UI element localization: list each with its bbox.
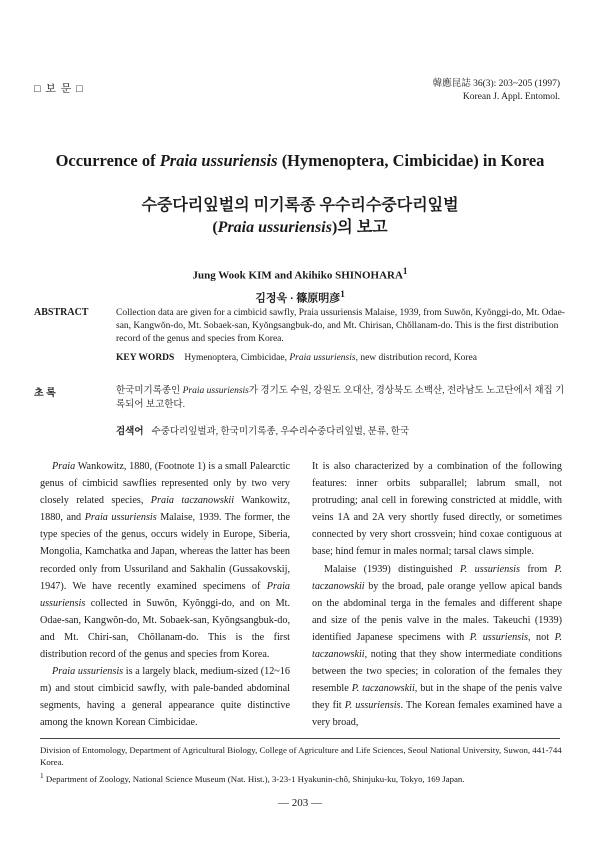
paragraph: Malaise (1939) distinguished P. ussuriensis from P. taczanowskii by the broad, pale orange yellow apical bands on the abdominal terga in the females and different shape and size of the penis valve in the males. Takeuchi (1939) identified Japanese specimens with P. ussuriensis, not P. taczanowskii, noting that they show intermediate conditions between the two species; in coloration of the females they resemble P. taczanowskii, but in the shape of the penis valve they fit P. ussuriensis. The Korean females examined have a very broad, [312,563,563,729]
paper-title: Occurrence of Praia ussuriensis (Hymenoptera, Cimbicidae) in Korea [55,151,545,170]
authors-korean: 김정욱 · 篠原明彦$^1$ [255,288,345,305]
section-label: □ 보 문 □ [34,83,84,95]
footnote-affiliation: Division of Entomology, Department of Agricultural Biology, College of Agriculture and Life Sciences, Seoul National University, Suwon, 441-744 Korea. [40,745,562,767]
korean-keywords-label: 검색어 [116,427,144,437]
citation-line: 韓應昆誌 36(3): 203~205 (1997) [432,79,560,89]
abstract-text: Collection data are given for a cimbicid sawfly, Praia ussuriensis Malaise, 1939, from Suwŏn, Kyŏnggi-do, Mt. Odae-san, Kangwŏn-do, Mt. Sobaek-san, Kyŏngsangbuk-do, and Mt. Chirisan, Chŏllanam-do. This is the first distribution record of the genus and species from Korea. [116,308,565,344]
korean-title-line2: (Praia ussuriensis)의 보고 [212,219,388,236]
authors [0,262,600,307]
page-number: — 203 — [278,797,322,809]
authors-english: Jung Wook KIM and Akihiko SHINOHARA$^1$ [192,266,408,282]
korean-title-line1: 수중다리잎벌의 미기록종 우수리수중다리잎벌 [141,197,459,214]
keywords: KEY WORDS Hymenoptera, Cimbicidae, Praia ussuriensis, new distribution record, Korea [116,353,477,363]
keywords-label: KEY WORDS [116,353,175,363]
body-column-right [312,458,562,732]
korean-abstract-label: 초 록 [34,388,56,399]
paragraph: Praia Wankowitz, 1880, (Footnote 1) is a small Palearctic genus of cimbicid sawflies represented only by two very closely related species, Praia taczanowskii Wankowitz, 1880, and Praia ussuriensis Malaise, 1939. The former, the type species of the genus, occurs widely in Europe, Siberia, Mongolia, Kamchatka and Japan, whereas the latter has been recorded only from Ussuriland and Sakhalin (Gussakovskij, 1947). We have recently examined specimens of Praia ussuriensis collected in Suwŏn, Kyŏnggi-do, and on Mt. Odae-san, Kangwŏn-do, Mt. Sobaek-san, Kyŏngsangbuk-do, and Mt. Chiri-san, Chŏllanam-do. This is the first distribution record of the genus and species from Korea. [40,461,291,661]
korean-keywords: 검색어 수중다리잎벌과, 한국미기록종, 우수리수중다리잎벌, 분류, 한국 [116,427,410,437]
footnote-divider [40,738,560,739]
body-column-left [40,458,290,732]
korean-abstract-text: 한국미기록종인 Praia ussuriensis가 경기도 수원, 강원도 오대산, 경상북도 소백산, 전라남도 노고단에서 채집 기록되어 보고한다. [116,386,565,410]
journal-name: Korean J. Appl. Entomol. [462,92,560,102]
paragraph: It is also characterized by a combination of the following features: inner orbits subparallel; labrum small, not protruding; anal cell in forewing constricted at middle, with veins 1A and 2A very shortly fused directly, or sometimes connected by very short crossvein; hind coxae contiguous at base; hind femur in males normal; tarsal claws simple. [312,461,562,558]
paragraph: Praia ussuriensis is a largely black, medium-sized (12~16 m) and stout cimbicid sawfly, with pale-banded abdominal segments, having a general appearance quite distinctive among the known Korean Cimbicidae. [40,666,290,729]
abstract-label: ABSTRACT [34,307,89,318]
footnote-1: $^1$ Department of Zoology, National Science Museum (Nat. Hist.), 3-23-1 Hyakunin-chô, Shinjuku-ku, Tokyo, 169 Japan. [40,771,465,784]
korean-title [0,195,600,239]
journal-citation [433,78,560,104]
